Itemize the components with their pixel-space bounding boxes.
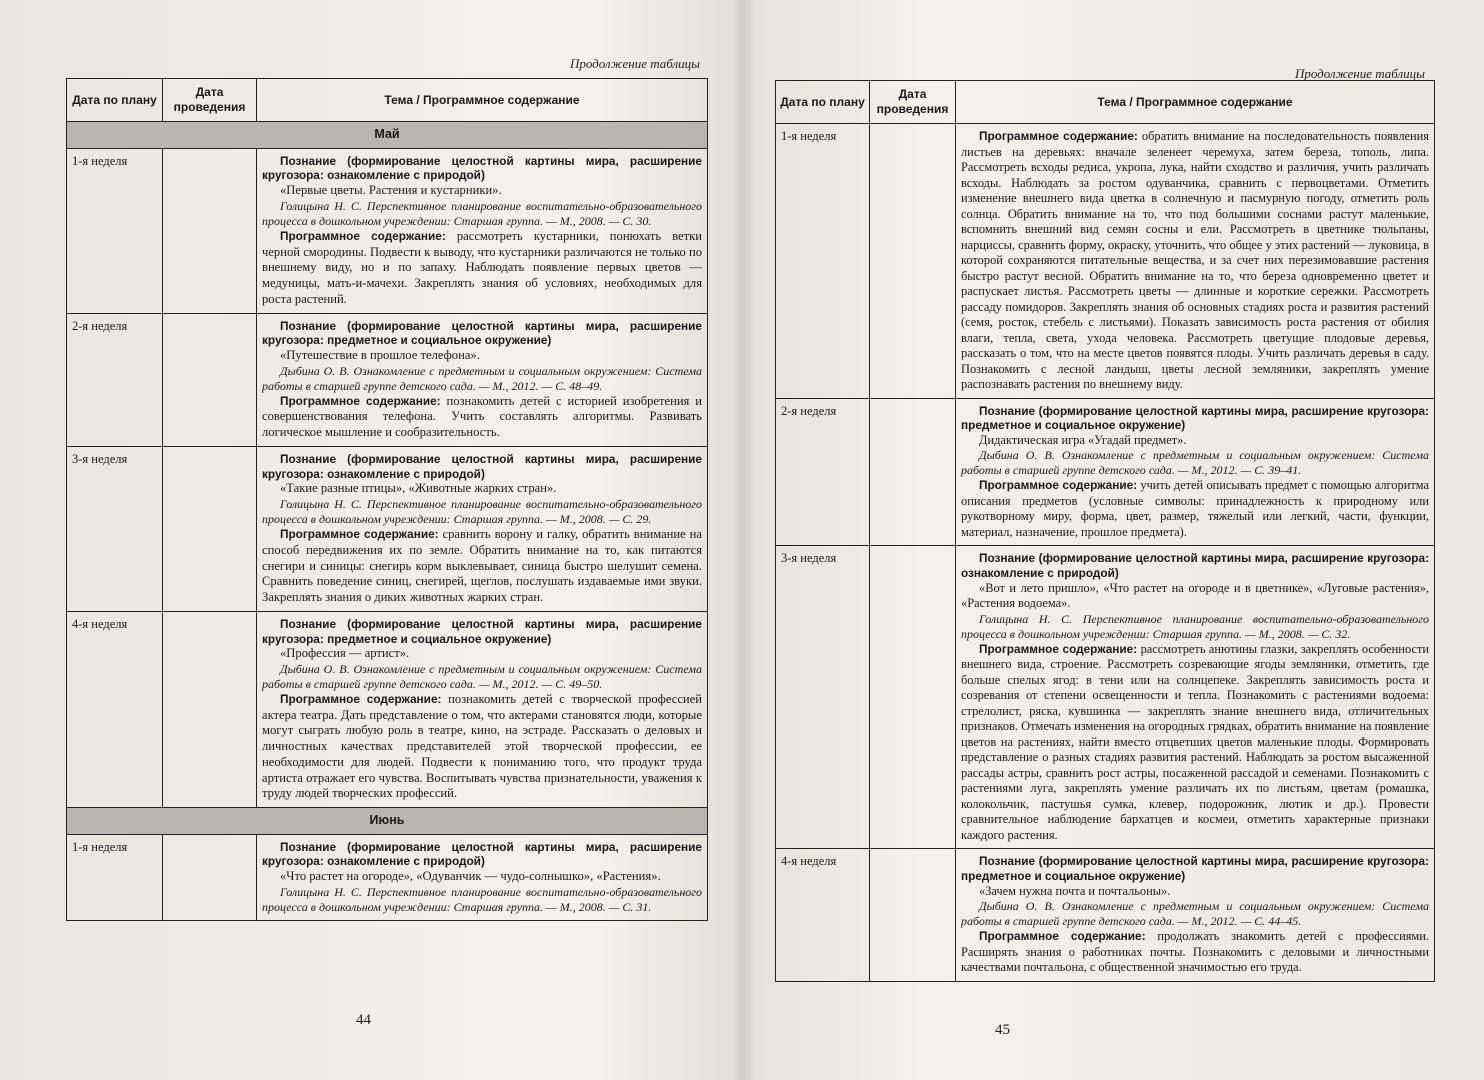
week-cell: 1-я неделя (776, 124, 870, 399)
week-cell: 2-я неделя (67, 313, 163, 446)
header-actual-date: Дата проведения (870, 81, 956, 124)
month-label: Июнь (67, 808, 708, 835)
content-cell (257, 446, 708, 611)
week-cell: 2-я неделя (776, 398, 870, 546)
month-row (67, 808, 708, 835)
section-heading: Познание (формирование целостной картины мира, расширение кругозора: ознакомление с природой) (262, 153, 702, 183)
actual-date-cell (163, 148, 257, 313)
continuation-label: Продолжение таблицы (569, 56, 700, 71)
week-cell: 4-я неделя (776, 849, 870, 981)
program-text (961, 129, 1429, 393)
program-label: Программное содержание: (280, 228, 446, 243)
program-text (262, 229, 702, 308)
actual-date-cell (163, 313, 257, 446)
content-cell (956, 124, 1435, 399)
actual-date-cell (870, 849, 956, 981)
plan-table (66, 78, 708, 921)
table-row (776, 398, 1435, 546)
page-number: 44 (356, 1012, 371, 1028)
week-cell: 3-я неделя (776, 546, 870, 849)
program-body: обратить внимание на последовательность появления листьев на деревьях: вначале зеленеет черемуха, затем береза, тополь, липа. Рассмотреть всходы редиса, укропа, лука, найти сходство и различия, учить различать всходы. Наблюдать за ростом одуванчика, сравнить с первоцветами. Отметить изменение внешнего вида цветка в солнечную и пасмурную погоду, отметить роль солнца. Обратить внимание на то, что под большими соснами растут маленькие, вспомнить внешний вид семян сосны и ели. Рассмотреть в цветнике тюльпаны, нарциссы, сравнить форму, окраску, уточнить, что общее у этих растений — луковица, в которой сохраняются питательные вещества, и за счет них перезимовавшие растения быстро растут весной. Обратить внимание на то, что береза одновременно цветет и распускает листья. Рассмотреть цветы — длинные и короткие сережки. Рассмотреть рассаду помидоров. Закреплять знания об основных стадиях роста и развития растений (семя, росток, стебель с листьями). Показать зависимость роста растения от обилия влаги, тепла, света, ухода человека. Рассмотреть цветущие плодовые деревья, рассказать о том, что на месте цветов появятся плоды. Учить различать деревья в саду. Познакомить с лесной ландыш, цветы лесной земляники, закреплять умение распознавать растения по внешнему виду. (961, 129, 1429, 391)
literature-ref: Голицына Н. С. Перспективное планирование воспитательно-образовательного процесса в дошкольном учреждении: Старшая группа. — М., 2008. — С. 30. (262, 198, 702, 228)
table-header-row (67, 79, 708, 122)
table-row (776, 124, 1435, 399)
month-label: Май (67, 122, 708, 149)
topic-text: «Первые цветы. Растения и кустарники». (280, 183, 502, 198)
month-row (67, 122, 708, 149)
program-body: рассмотреть кустарники, понюхать ветки черной смородины. Подвести к выводу, что кустарники различаются не только по внешнему виду, но и по запаху. Наблюдать появление первых цветов — медуницы, мать-и-мачехи. Закреплять знания об условиях, необходимых для роста растений. (262, 228, 703, 306)
topic-text: «Что растет на огороде», «Одуванчик — чудо-солнышко», «Растения». (280, 869, 661, 884)
page-number: 45 (995, 1022, 1010, 1038)
header-plan-date: Дата по плану (67, 79, 163, 122)
topic-text: «Путешествие в прошлое телефона». (280, 347, 480, 362)
table-row (67, 611, 708, 807)
plan-table (775, 80, 1435, 982)
section-heading: Познание (формирование целостной картины мира, расширение кругозора: ознакомление с природой) (262, 839, 702, 869)
table-row (776, 849, 1435, 981)
program-label: Программное содержание: (280, 393, 441, 408)
week-cell: 1-я неделя (67, 148, 163, 313)
header-actual-date: Дата проведения (163, 79, 257, 122)
table-row (776, 546, 1435, 849)
table-header-row (776, 81, 1435, 124)
program-text (961, 642, 1429, 844)
actual-date-cell (870, 398, 956, 546)
right-page (755, 0, 1455, 1080)
program-body: учить детей описывать предмет с помощью алгоритма описания предметов (условные символы: принадлежность к природному или рукотворному миру, форма, цвет, размер, тяжелый или легкий, части, функции, материал, назначение, прошлое предмета). (961, 478, 1429, 539)
program-text (961, 929, 1429, 976)
program-label: Программное содержание: (979, 129, 1138, 143)
topic-text: «Вот и лето пришло», «Что растет на огороде и в цветнике», «Луговые растения», «Растения водоема». (961, 580, 1429, 611)
program-body: продолжать знакомить детей с профессиями. Расширять знания о работниках почты. Познакомить с деловыми и личностными качествами почтальона, с общественной значимостью его труда. (961, 929, 1429, 975)
program-label: Программное содержание: (979, 929, 1146, 944)
table-row (67, 446, 708, 611)
literature-ref: Дыбина О. В. Ознакомление с предметным и социальным окружением: Система работы в старшей группе детского сада. — М., 2012. — С. 49–50. (262, 661, 702, 691)
literature-ref: Голицына Н. С. Перспективное планирование воспитательно-образовательного процесса в дошкольном учреждении: Старшая группа. — М., 2008. — С. 31. (262, 884, 702, 914)
program-text (262, 394, 702, 441)
content-cell (956, 398, 1435, 546)
section-heading: Познание (формирование целостной картины мира, расширение кругозора: ознакомление с природой) (961, 551, 1429, 581)
content-cell (257, 148, 708, 313)
content-cell (956, 849, 1435, 981)
topic-text: Дидактическая игра «Угадай предмет». (979, 432, 1187, 447)
actual-date-cell (163, 611, 257, 807)
continuation-label: Продолжение таблицы (1294, 66, 1425, 81)
actual-date-cell (870, 124, 956, 399)
program-text (262, 527, 702, 606)
table-row (67, 834, 708, 920)
program-text (961, 478, 1429, 540)
program-body: рассмотреть анютины глазки, закреплять особенности внешнего вида, строение. Рассмотреть созревающие ягоды земляники, отметить, где больше спелых ягод: в тени или на солнцепеке. Закреплять зависимость роста и созревания от степени освещенности и тепла. Познакомить с растениями водоема: стрелолист, ряска, кувшинка — закреплять знание внешнего вида, отличительных признаков. Отмечать изменения на огородных грядках, обратить внимание на появление цветов на растениях, найти вместо отцветших цветов маленькие плоды. Формировать представление о разных стадиях развития растений. Наблюдать за ростом высаженной рассады астры, сравнить рост астры, посаженной рассадой и семенами. Познакомить с растениями луга, закреплять умение различать их по листьям, цветам (ромашка, колокольчик, пастушья сумка, клевер, подорожник, лютик и др.). Провести сравнительное наблюдение бархатцев и космеи, отметить характерные признаки каждого растения. (961, 641, 1429, 842)
program-label: Программное содержание: (979, 641, 1138, 656)
literature-ref: Голицына Н. С. Перспективное планирование воспитательно-образовательного процесса в дошкольном учреждении: Старшая группа. — М., 2008. — С. 32. (961, 611, 1429, 641)
week-cell: 1-я неделя (67, 834, 163, 920)
section-heading: Познание (формирование целостной картины мира, расширение кругозора: предметное и социальное окружение) (961, 403, 1429, 433)
program-body: сравнить ворону и галку, обратить внимание на способ передвижения их по земле. Обратить внимание на то, как питаются снегири и синицы: снегирь корм выклевывает, синица быстро шелушит семена. Сравнить поведение синиц, снегирей, щеглов, послушать издаваемые ими звуки. Закреплять знания о диких животных жарких стран. (262, 527, 702, 605)
program-body: познакомить детей с творческой профессией актера театра. Дать представление о том, что актерами становятся люди, которые могут сыграть любую роль в театре, кино, на эстраде. Рассказать о деловых и личностных качествах представителей этой творческой профессии, ее необходимости для людей. Подвести к пониманию того, что продукт труда артиста отражает его чувства. Воспитывать чувства признательности, уважения к труду людей творческих профессий. (262, 691, 702, 801)
table-row (67, 313, 708, 446)
topic-text: «Такие разные птицы», «Животные жарких стран». (280, 481, 557, 496)
header-theme: Тема / Программное содержание (257, 79, 708, 122)
topic-text: «Профессия — артист». (280, 646, 410, 661)
week-cell: 3-я неделя (67, 446, 163, 611)
header-plan-date: Дата по плану (776, 81, 870, 124)
program-label: Программное содержание: (280, 527, 439, 542)
table-row (67, 148, 708, 313)
actual-date-cell (870, 546, 956, 849)
literature-ref: Дыбина О. В. Ознакомление с предметным и социальным окружением: Система работы в старшей группе детского сада. — М., 2012. — С. 44–45. (961, 899, 1429, 929)
content-cell (257, 834, 708, 920)
section-heading: Познание (формирование целостной картины мира, расширение кругозора: предметное и социальное окружение) (961, 854, 1429, 884)
program-label: Программное содержание: (979, 478, 1138, 493)
section-heading: Познание (формирование целостной картины мира, расширение кругозора: предметное и социальное окружение) (262, 616, 702, 646)
week-cell: 4-я неделя (67, 611, 163, 807)
content-cell (956, 546, 1435, 849)
left-page (40, 0, 730, 1080)
program-body: познакомить детей с историей изобретения и совершенствования телефона. Учить составлять алгоритмы. Развивать логическое мышление и сообразительность. (262, 393, 702, 440)
topic-text: «Зачем нужна почта и почтальоны». (979, 883, 1171, 898)
literature-ref: Дыбина О. В. Ознакомление с предметным и социальным окружением: Система работы в старшей группе детского сада. — М., 2012. — С. 48–49. (262, 363, 702, 393)
actual-date-cell (163, 834, 257, 920)
section-heading: Познание (формирование целостной картины мира, расширение кругозора: предметное и социальное окружение) (262, 318, 702, 348)
content-cell (257, 313, 708, 446)
literature-ref: Голицына Н. С. Перспективное планирование воспитательно-образовательного процесса в дошкольном учреждении: Старшая группа. — М., 2008. — С. 29. (262, 497, 702, 527)
actual-date-cell (163, 446, 257, 611)
header-theme: Тема / Программное содержание (956, 81, 1435, 124)
content-cell (257, 611, 708, 807)
program-label: Программное содержание: (280, 691, 442, 706)
program-text (262, 692, 702, 802)
literature-ref: Дыбина О. В. Ознакомление с предметным и социальным окружением: Система работы в старшей группе детского сада. — М., 2012. — С. 39–41. (961, 448, 1429, 478)
section-heading: Познание (формирование целостной картины мира, расширение кругозора: ознакомление с природой) (262, 451, 702, 481)
